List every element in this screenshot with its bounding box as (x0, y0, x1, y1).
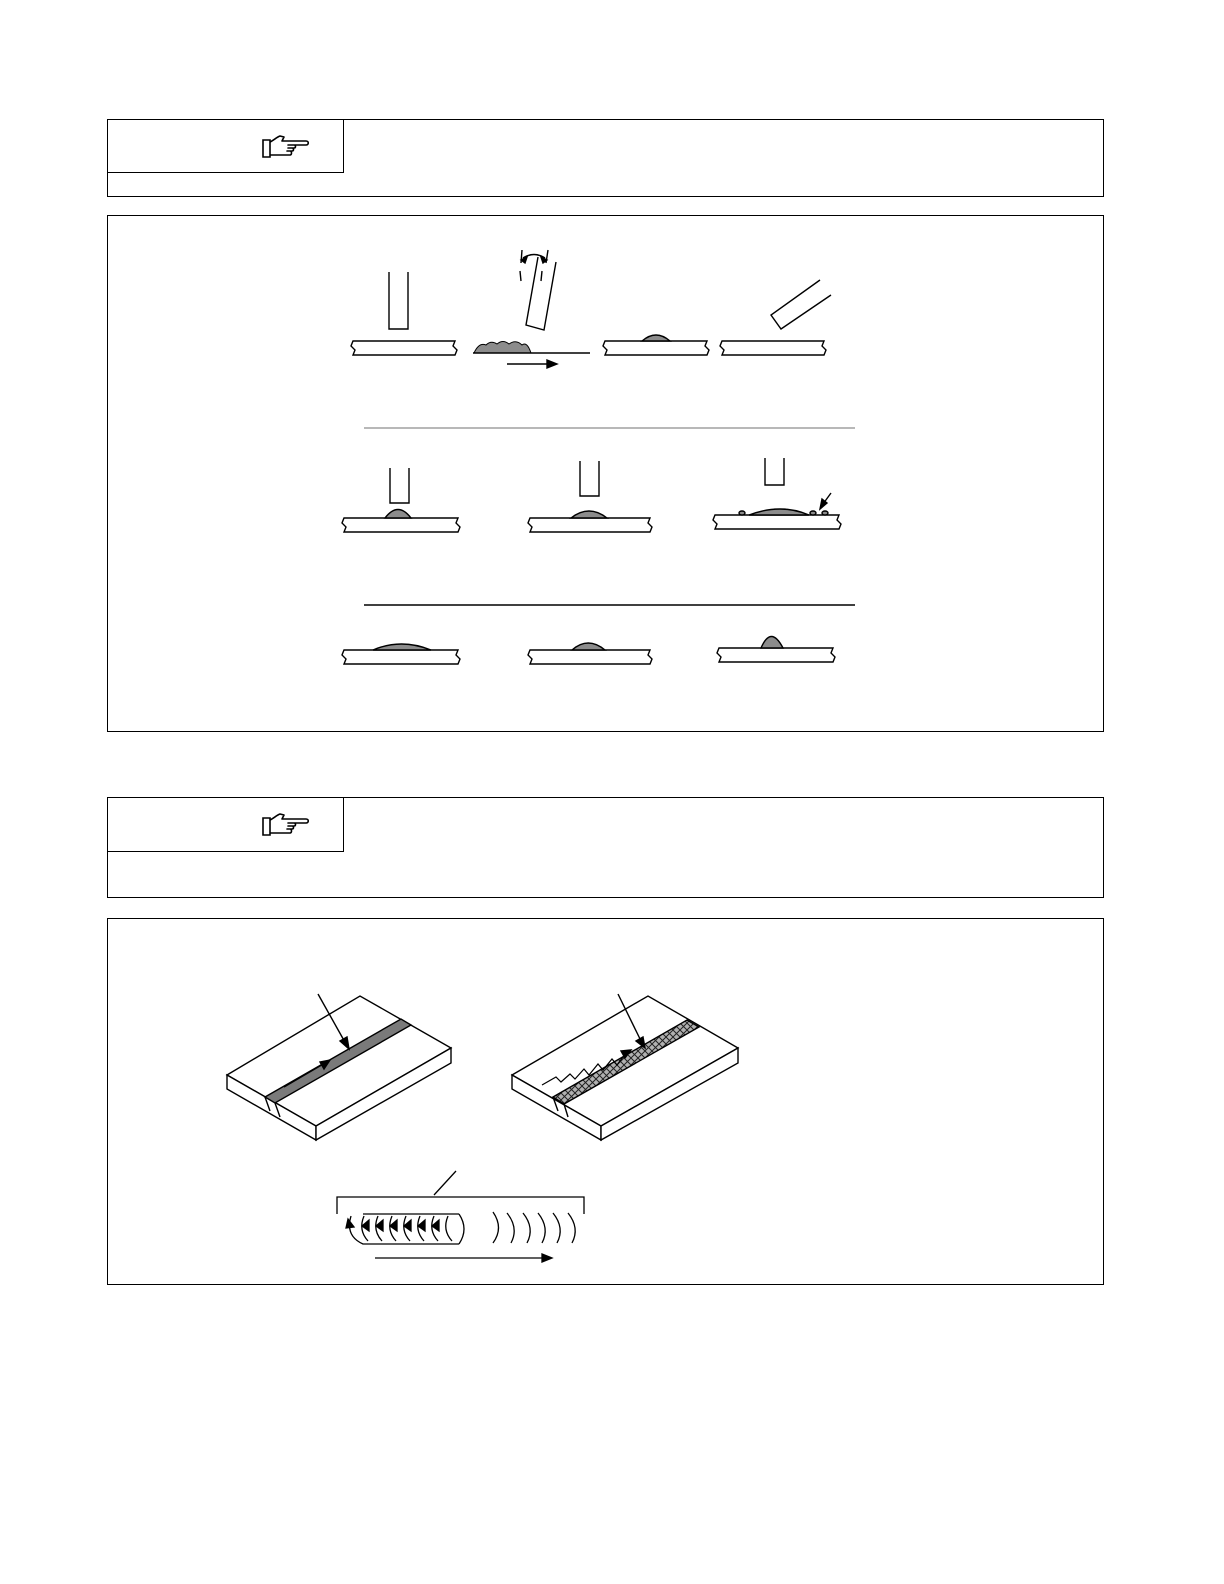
weave-pattern-figure (108, 919, 1105, 1286)
bead-normal (528, 643, 652, 664)
note-box-1 (107, 119, 1104, 197)
bead-slow (342, 644, 460, 664)
weave-motion-diagram (337, 1171, 584, 1262)
bead-step-3 (603, 335, 709, 355)
arc-length-normal (528, 461, 652, 532)
arc-length-long (713, 458, 841, 529)
stringer-bead-plate (227, 994, 451, 1140)
break-arc-step-4 (720, 280, 831, 355)
travel-step-2 (473, 250, 590, 368)
note-tab-2 (107, 797, 344, 852)
figure-box-2 (107, 918, 1104, 1285)
pointing-hand-icon (260, 812, 312, 840)
bead-fast (717, 637, 835, 663)
strike-arc-step-1 (351, 272, 457, 355)
weld-technique-figure (108, 216, 1105, 733)
arc-length-short (342, 468, 460, 532)
note-tab-1 (107, 119, 344, 173)
weave-bead-plate (512, 994, 738, 1140)
pointing-hand-icon (260, 134, 312, 162)
note-box-2 (107, 797, 1104, 898)
figure-box-1 (107, 215, 1104, 732)
